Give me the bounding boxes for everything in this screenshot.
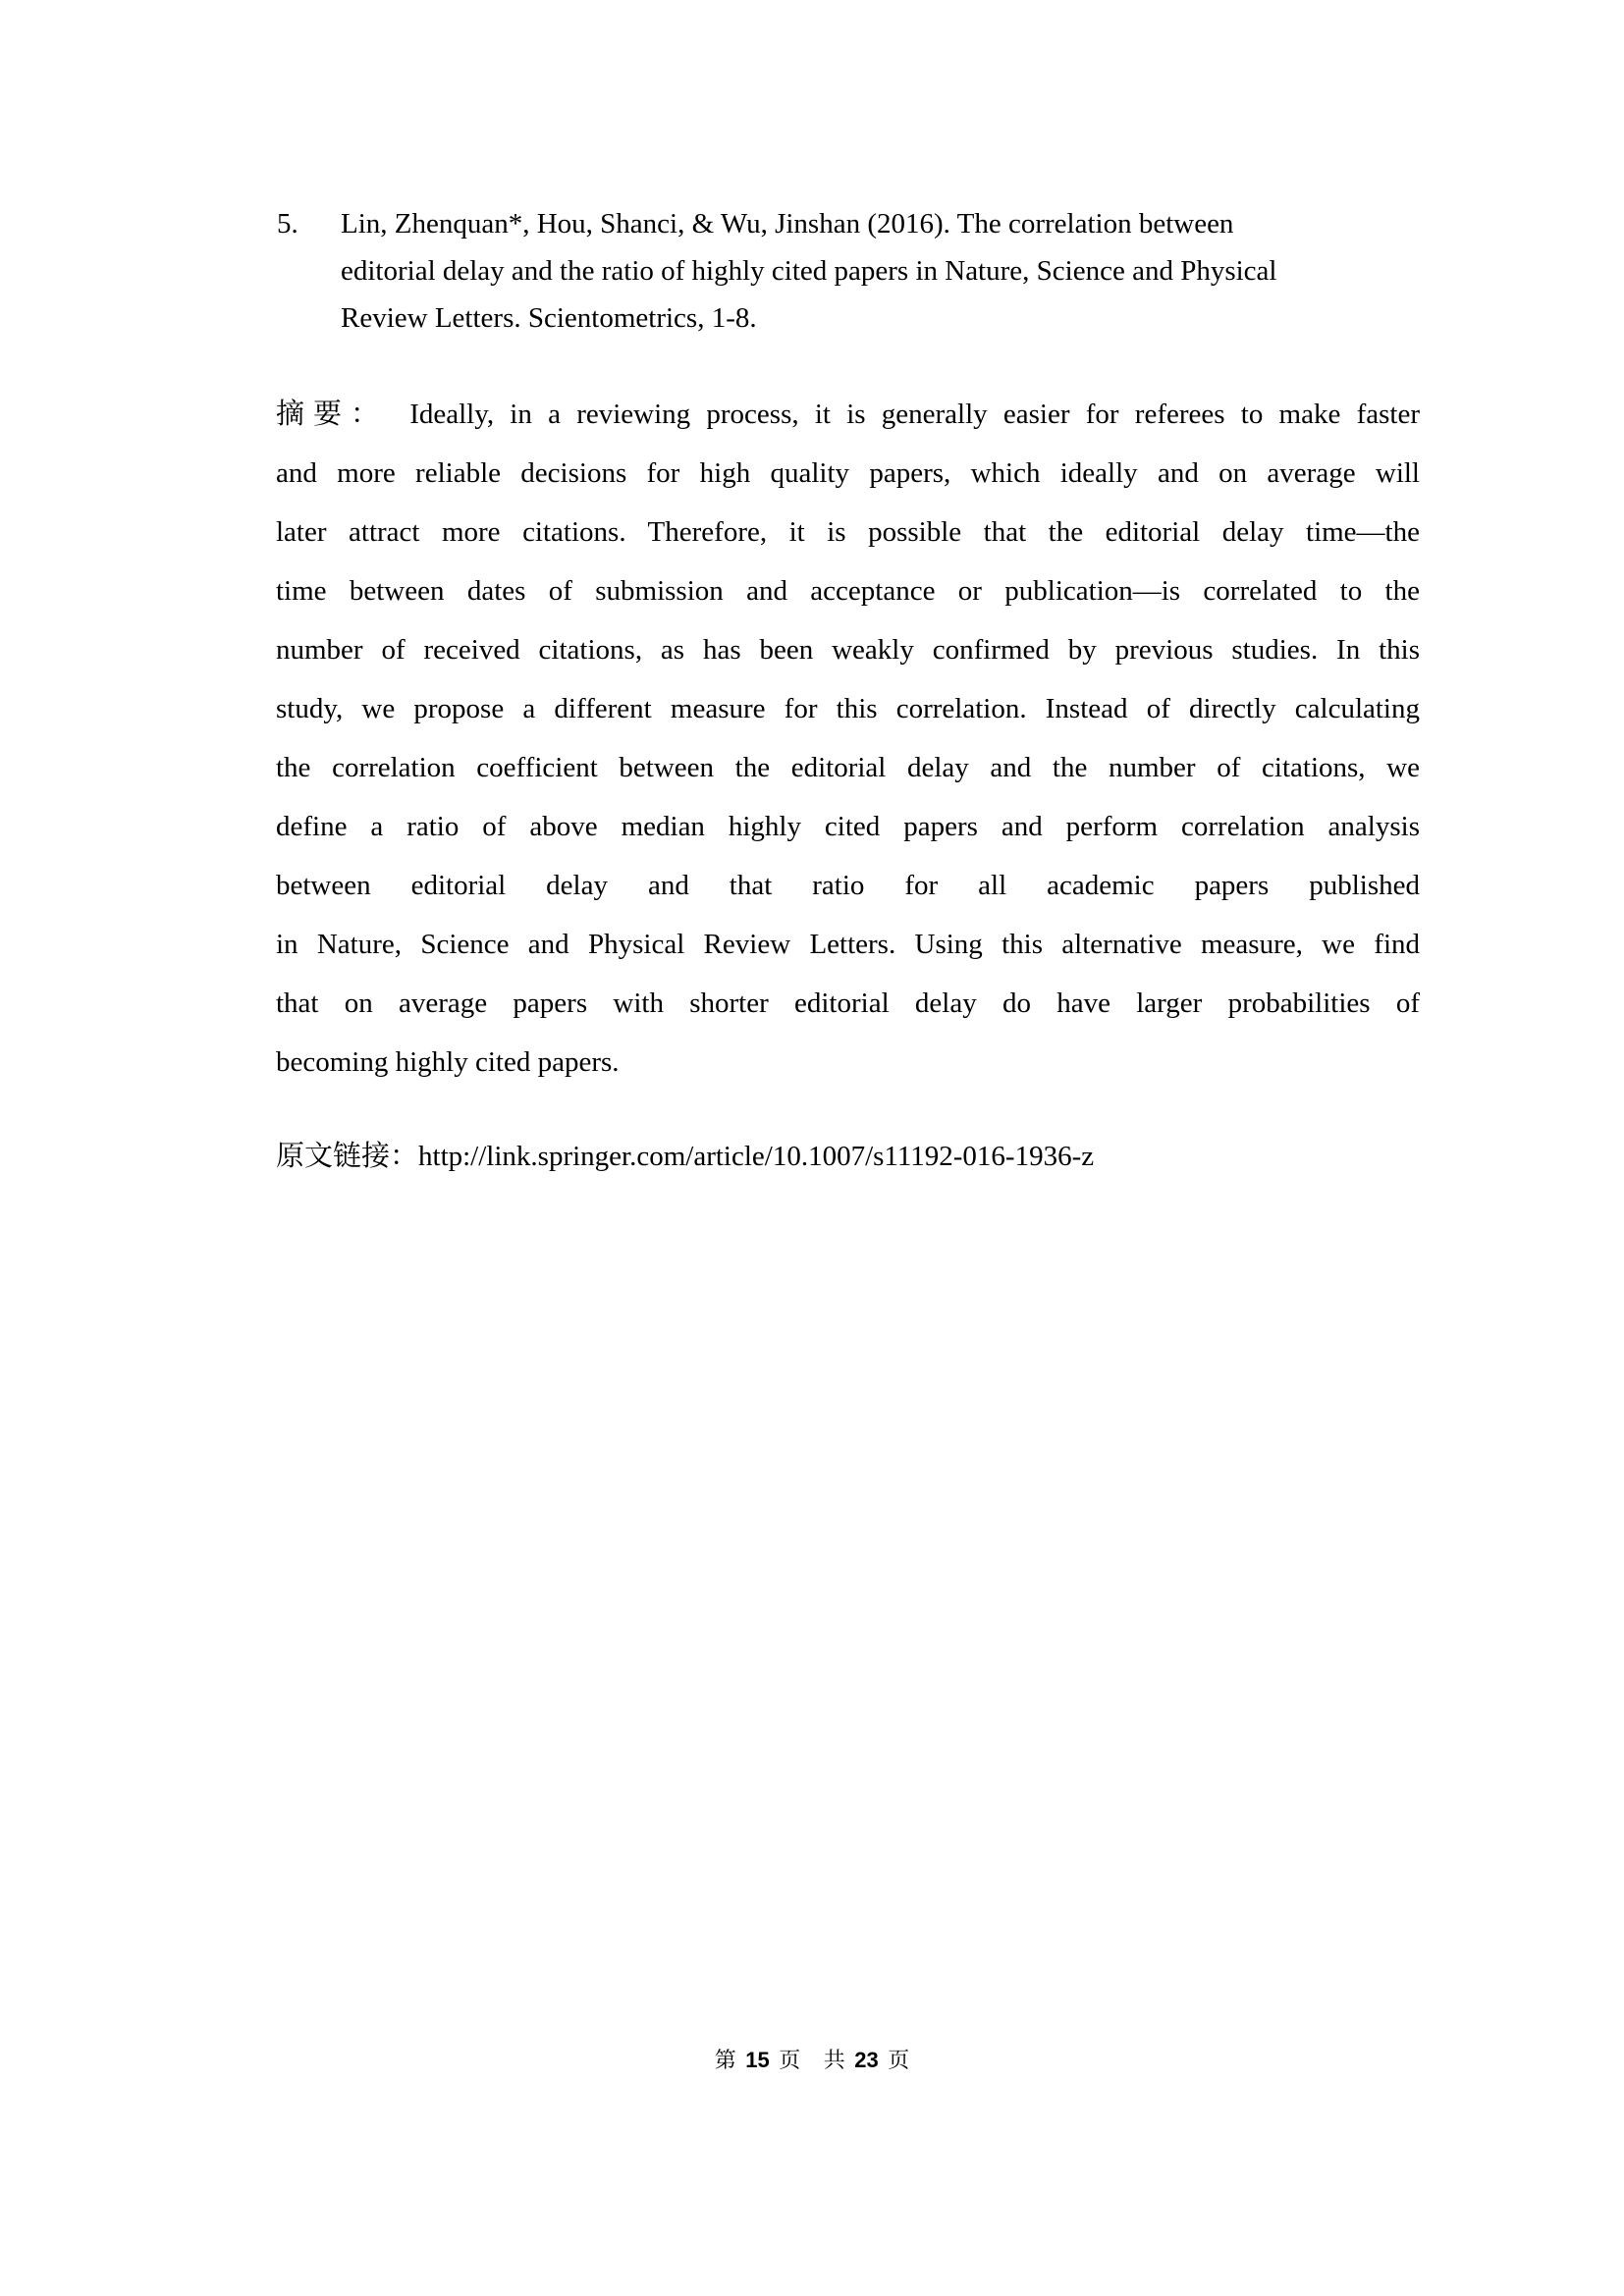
abstract-line: time between dates of submission and acceptance or publication—is correlated to the bbox=[276, 575, 1420, 607]
reference-line: editorial delay and the ratio of highly cited papers in Nature, Science and Physical bbox=[341, 255, 1277, 287]
abstract-line-text: Ideally, in a reviewing process, it is generally easier for referees to make faster bbox=[409, 399, 1420, 430]
footer-page-word-prefix: 第 bbox=[714, 2048, 736, 2072]
abstract-line: later attract more citations. Therefore, it is possible that the editorial delay time—the bbox=[276, 516, 1420, 548]
abstract-line: in Nature, Science and Physical Review Letters. Using this alternative measure, we find bbox=[276, 929, 1420, 960]
reference-line: Lin, Zhenquan*, Hou, Shanci, & Wu, Jinshan (2016). The correlation between bbox=[341, 208, 1234, 240]
abstract-line: study, we propose a different measure for this correlation. Instead of directly calculating bbox=[276, 693, 1420, 724]
reference-number: 5. bbox=[277, 208, 298, 240]
source-link-line bbox=[276, 1139, 1094, 1174]
abstract-paragraph bbox=[276, 385, 1420, 1092]
abstract-line: number of received citations, as has been weakly confirmed by previous studies. In this bbox=[276, 634, 1420, 666]
reference-item bbox=[277, 200, 1276, 342]
total-pages-number: 23 bbox=[854, 2048, 879, 2072]
current-page-number: 15 bbox=[745, 2048, 770, 2072]
abstract-line: the correlation coefficient between the editorial delay and the number of citations, we bbox=[276, 752, 1420, 783]
abstract-line: becoming highly cited papers. bbox=[276, 1046, 620, 1078]
footer-total-word-suffix: 页 bbox=[888, 2048, 910, 2072]
footer-total-word: 共 bbox=[823, 2048, 845, 2072]
abstract-line bbox=[276, 385, 1420, 444]
abstract-line: define a ratio of above median highly cited papers and perform correlation analysis bbox=[276, 811, 1420, 842]
reference-line: Review Letters. Scientometrics, 1-8. bbox=[341, 302, 757, 334]
abstract-label: 摘要： bbox=[276, 399, 388, 430]
abstract-line: between editorial delay and that ratio for all academic papers published bbox=[276, 870, 1420, 901]
source-link-label: 原文链接： bbox=[276, 1141, 419, 1172]
reference-text bbox=[341, 200, 1276, 342]
footer-page-word-suffix: 页 bbox=[779, 2048, 801, 2072]
abstract-line: and more reliable decisions for high quality papers, which ideally and on average will bbox=[276, 457, 1420, 489]
source-link-url[interactable]: http://link.springer.com/article/10.1007/s11192-016-1936-z bbox=[418, 1141, 1095, 1172]
abstract-line: that on average papers with shorter editorial delay do have larger probabilities of bbox=[276, 988, 1420, 1019]
page-footer bbox=[0, 2047, 1624, 2074]
